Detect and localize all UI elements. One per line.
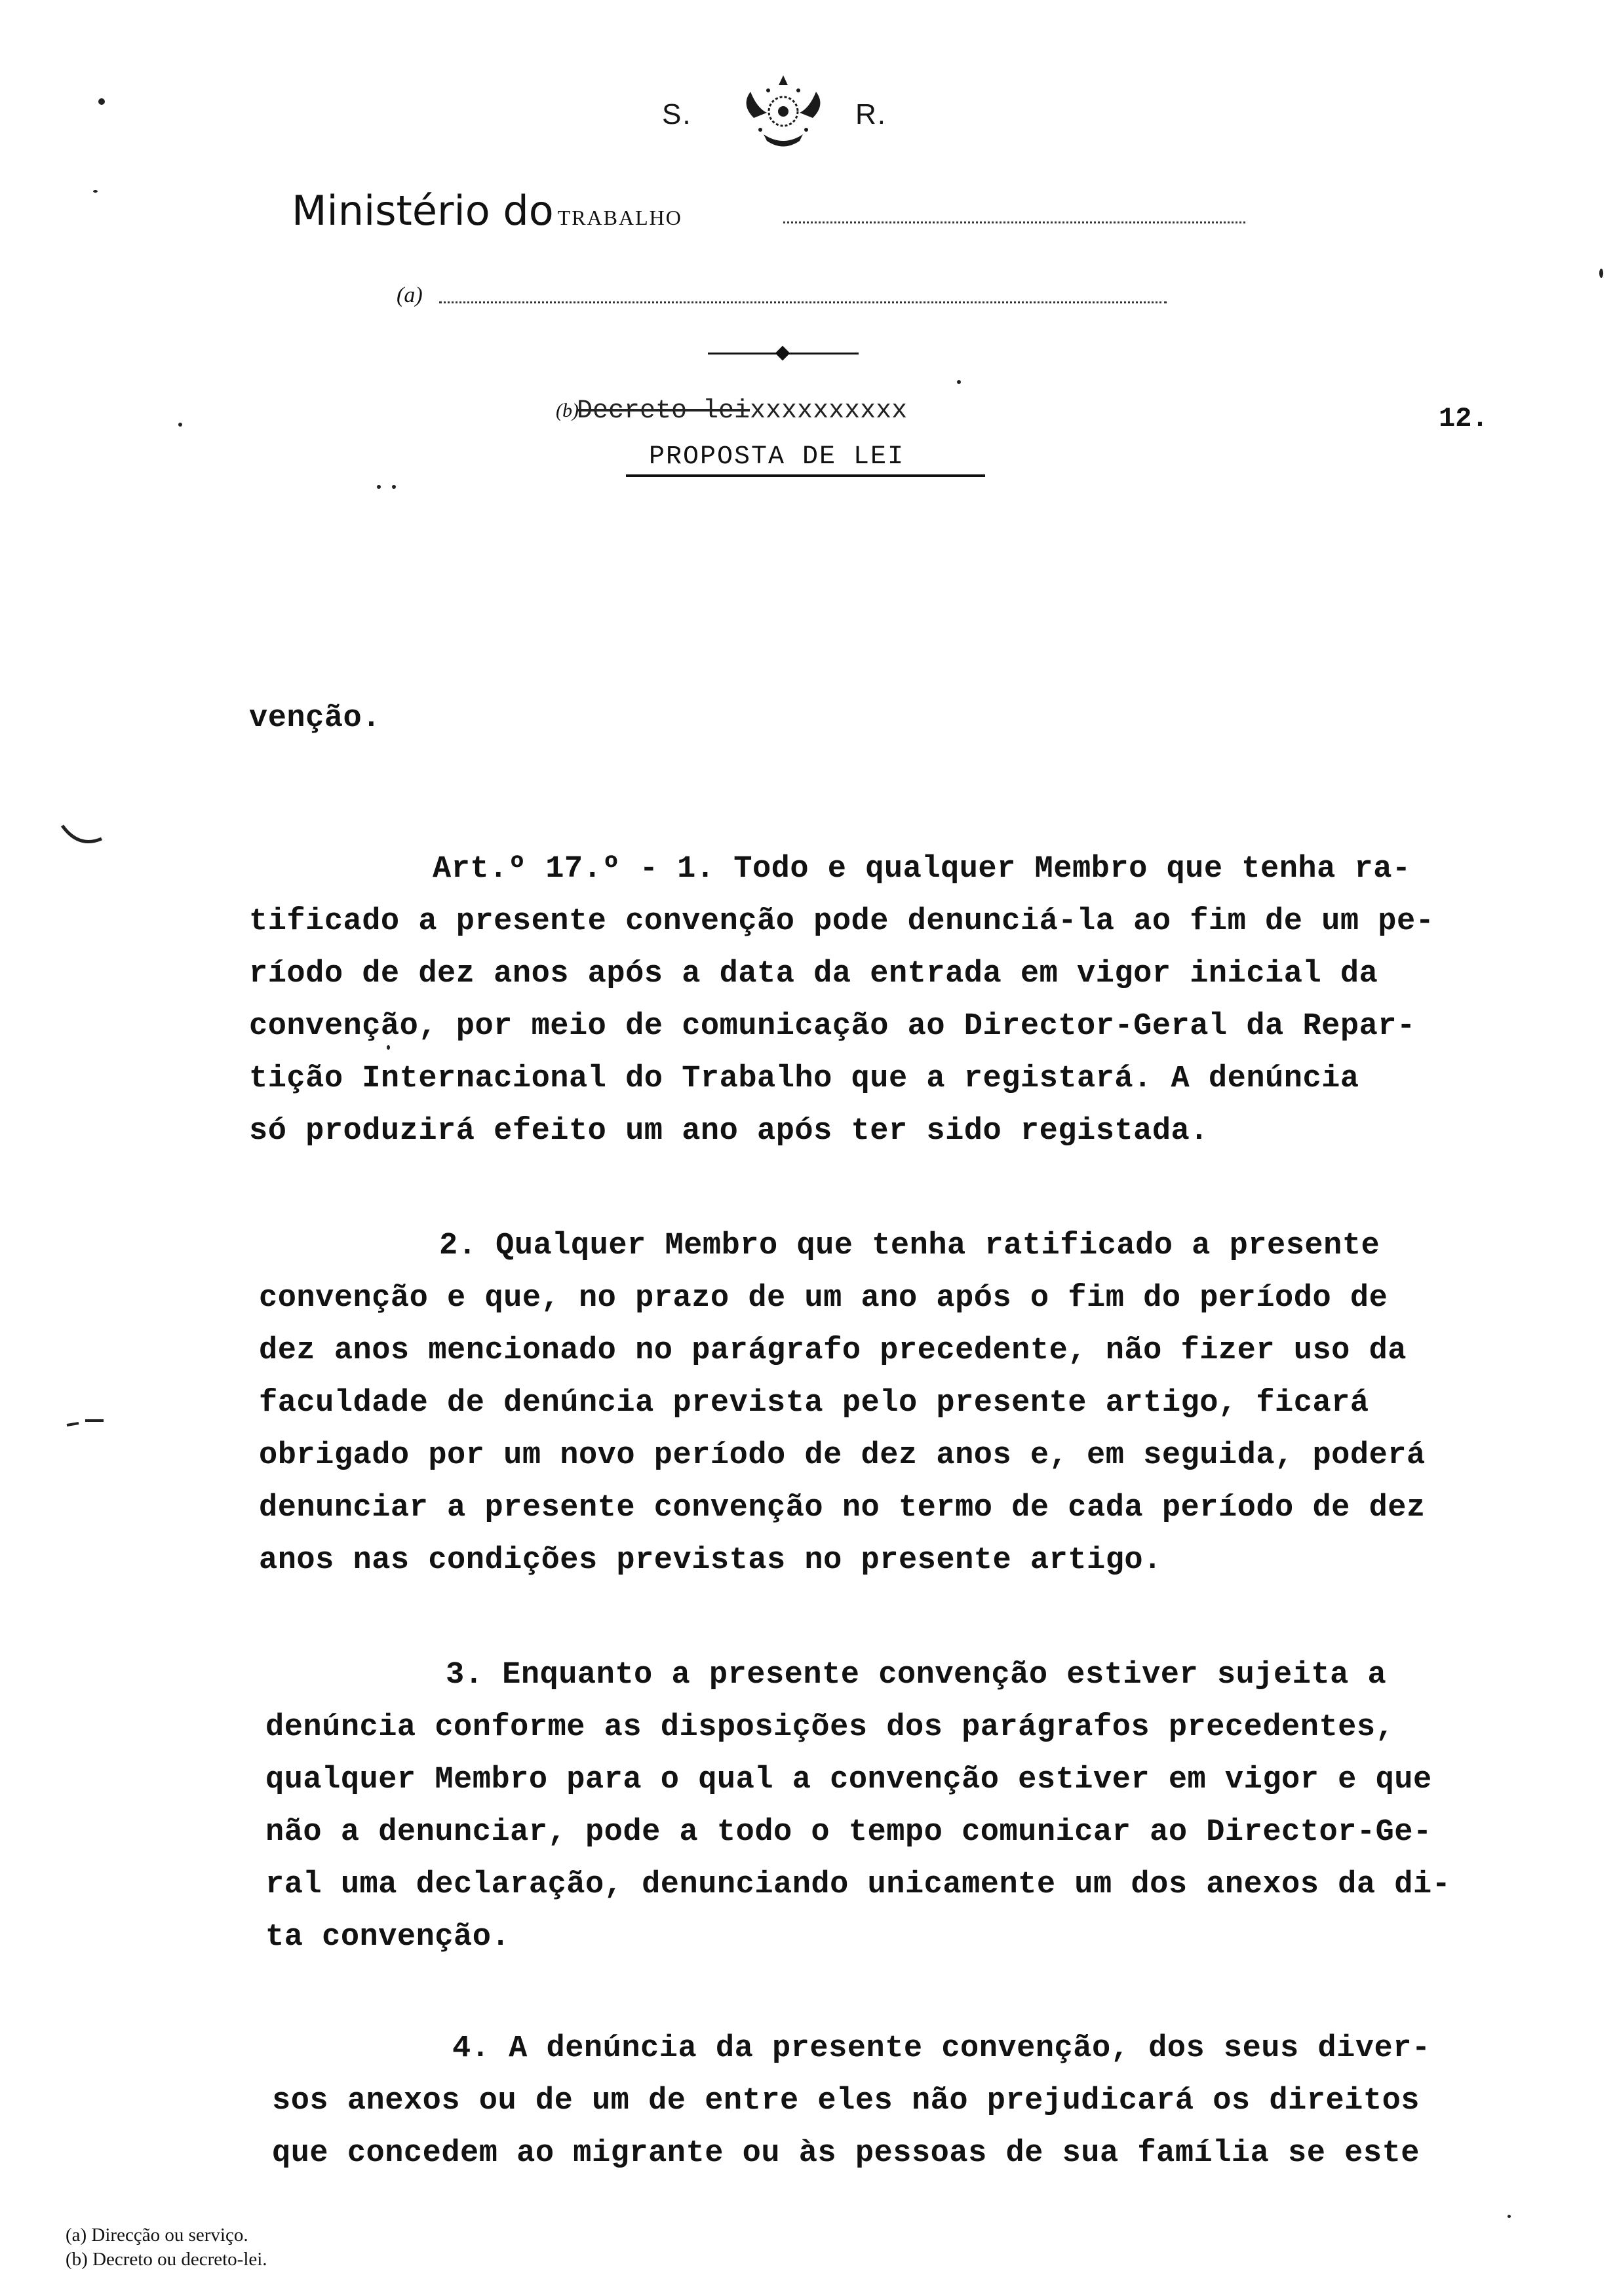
body-line: venção.	[249, 701, 381, 736]
sr-left-letter: S.	[662, 98, 692, 130]
body-line: ral uma declaração, denunciando unicamente um dos anexos da di-	[265, 1867, 1451, 1902]
body-line: tificado a presente convenção pode denunciá-la ao fim de um pe-	[249, 904, 1435, 939]
body-line: sos anexos ou de um de entre eles não prejudicará os direitos	[272, 2084, 1420, 2118]
body-line: que concedem ao migrante ou às pessoas de sua família se este	[272, 2136, 1420, 2171]
scan-speck	[178, 423, 182, 427]
body-line: faculdade de denúncia prevista pelo presente artigo, ficará	[259, 1386, 1369, 1421]
body-line: não a denunciar, pode a todo o tempo comunicar ao Director-Ge-	[265, 1815, 1432, 1850]
body-line: tição Internacional do Trabalho que a registará. A denúncia	[249, 1062, 1359, 1096]
footnote-a: (a) Direcção ou serviço.	[66, 2225, 248, 2246]
scan-speck	[1508, 2215, 1511, 2218]
body-line: Art.º 17.º - 1. Todo e qualquer Membro que tenha ra-	[433, 852, 1411, 887]
divider-diamond-icon	[775, 346, 790, 361]
body-line: convenção, por meio de comunicação ao Director-Geral da Repar-	[249, 1009, 1416, 1044]
title-underline	[626, 474, 985, 477]
body-line: 2. Qualquer Membro que tenha ratificado a presente	[439, 1229, 1380, 1263]
ministry-prefix: Ministério do	[292, 187, 554, 235]
decree-footnote-marker: (b)	[556, 400, 579, 421]
ministry-department: TRABALHO	[557, 206, 682, 229]
direction-footnote-marker: (a)	[397, 283, 423, 307]
body-line: denúncia conforme as disposições dos parágrafos precedentes,	[265, 1710, 1395, 1745]
body-line: 3. Enquanto a presente convenção estiver sujeita a	[446, 1658, 1387, 1693]
document-type-title: PROPOSTA DE LEI	[649, 442, 905, 472]
scan-mark	[66, 1415, 105, 1428]
footnote-b: (b) Decreto ou decreto-lei.	[66, 2249, 267, 2270]
body-line: 4. A denúncia da presente convenção, dos seus diver-	[452, 2031, 1431, 2066]
body-line: anos nas condições previstas no presente artigo.	[259, 1543, 1162, 1578]
decree-overtype: xxxxxxxxxx	[750, 396, 908, 426]
body-line: dez anos mencionado no parágrafo precedente, não fizer uso da	[259, 1333, 1407, 1368]
body-line: ríodo de dez anos após a data da entrada em vigor inicial da	[249, 957, 1378, 991]
sr-right-letter: R.	[855, 98, 887, 130]
scan-speck	[957, 380, 961, 384]
ministry-dotted-line	[783, 221, 1245, 223]
body-line: convenção e que, no prazo de um ano após o fim do período de	[259, 1281, 1388, 1316]
scan-speck	[387, 1045, 390, 1050]
direction-dotted-line	[439, 301, 1167, 303]
body-line: ta convenção.	[265, 1920, 511, 1955]
body-line: só produzirá efeito um ano após ter sido registada.	[249, 1114, 1209, 1149]
decree-label: Decreto-lei	[577, 396, 750, 426]
page-number: 12.	[1439, 403, 1489, 434]
ministry-heading	[292, 187, 682, 235]
coat-of-arms-emblem-icon	[728, 72, 839, 157]
scan-mark	[59, 822, 105, 852]
body-line: qualquer Membro para o qual a convenção estiver em vigor e que	[265, 1763, 1432, 1797]
scan-speck	[93, 190, 98, 193]
body-line: obrigado por um novo período de dez anos e, em seguida, poderá	[259, 1438, 1426, 1473]
body-line: denunciar a presente convenção no termo de cada período de dez	[259, 1491, 1426, 1525]
scan-speck	[98, 98, 105, 105]
scan-speck	[1599, 269, 1603, 278]
decree-struck-text	[577, 396, 907, 426]
scan-speck	[377, 485, 381, 489]
scan-speck	[392, 485, 396, 489]
